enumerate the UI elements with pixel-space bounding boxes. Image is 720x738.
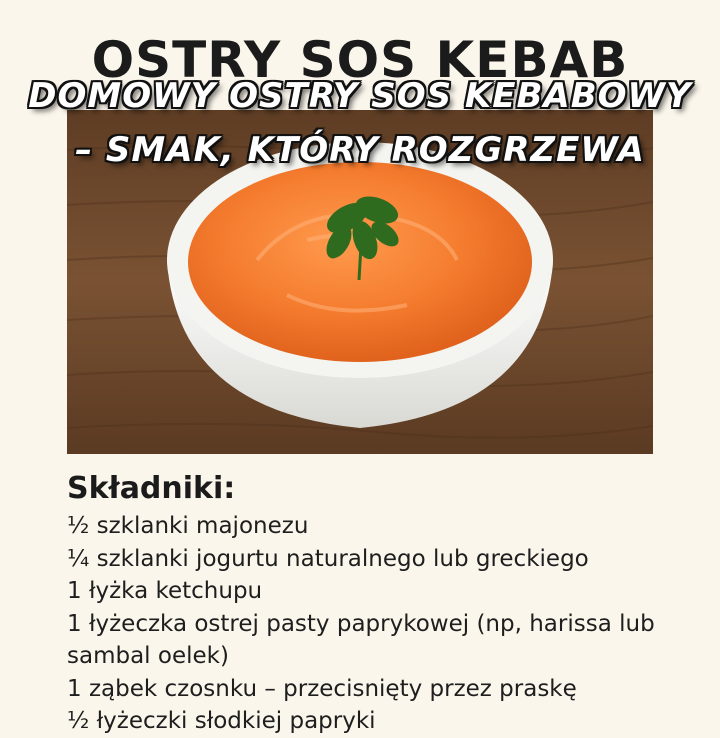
ingredients-list: [67, 510, 687, 738]
list-item: ½ łyżeczki słodkiej papryki: [67, 708, 376, 734]
list-item: ½ szklanki majonezu: [67, 513, 309, 539]
page-title: OSTRY SOS KEBAB: [91, 31, 629, 89]
list-item: 1 łyżeczka ostrej pasty paprykowej (np, harissa lub sambal oelek): [67, 610, 655, 669]
list-item: 1 łyżka ketchupu: [67, 578, 263, 604]
overlay-title-line-1: DOMOWY OSTRY SOS KEBABOWY: [28, 76, 692, 116]
ingredients-heading: Składniki:: [67, 471, 236, 506]
overlay-title-line-2: – SMAK, KTÓRY ROZGRZEWA: [75, 130, 645, 170]
list-item: 1 ząbek czosnku – przecisnięty przez praskę: [67, 675, 577, 702]
list-item: ¼ szklanki jogurtu naturalnego lub greckiego: [67, 545, 589, 572]
